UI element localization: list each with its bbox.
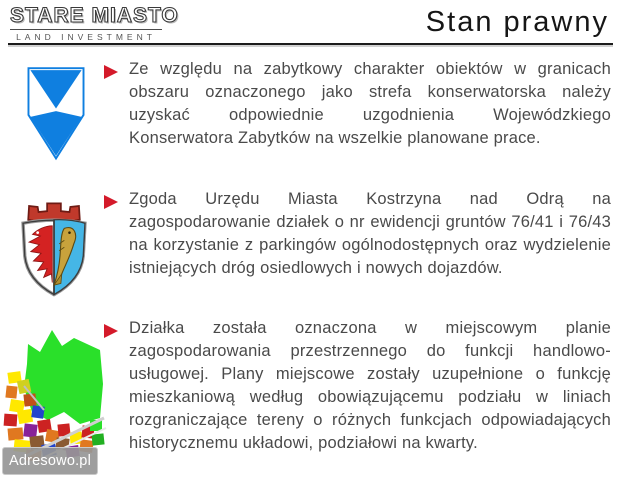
blue-shield-heritage-icon [24, 62, 88, 164]
logo-text-main: STARE MIASTO [10, 4, 162, 30]
company-logo [10, 4, 179, 42]
logo-text-sub: LAND INVESTMENT [16, 32, 156, 42]
header-divider [8, 43, 613, 45]
red-triangle-bullet-icon [104, 324, 118, 338]
watermark-badge: Adresowo.pl [2, 447, 98, 475]
red-triangle-bullet-icon [104, 65, 118, 79]
bullet-text: Działka została oznaczona w miejscowym planie zagospodarowania przestrzennego do funkcji handlowo-usługowej. Plany miejscowe zostały uzupełnione o funkcję mieszkaniową według obowiązującemu podziału w liniach rozgraniczające tereny o różnych funkcjach odpowiadających historycznemu układowi, podziałowi na kwarty. [129, 319, 611, 452]
zoning-map-icon [0, 322, 108, 466]
bullet-text: Zgoda Urzędu Miasta Kostrzyna nad Odrą na zagospodarowanie działek o nr ewidencji gruntów 76/41 i 76/43 na korzystanie z parkingów ogólnodostępnych oraz wydzielenie istniejących dróg osiedlowych i nowych dojazdów. [129, 190, 611, 277]
slide-title: Stan prawny [425, 6, 609, 38]
red-triangle-bullet-icon [104, 195, 118, 209]
bullet-text: Ze względu na zabytkowy charakter obiektów w granicach obszaru oznaczonego jako strefa konserwatorska należy uzyskać odpowiednie uzgodnienia Wojewódzkiego Konserwatora Zabytków na wszelkie planowane prace. [129, 60, 611, 147]
kostrzyn-coat-of-arms-icon [11, 191, 97, 307]
